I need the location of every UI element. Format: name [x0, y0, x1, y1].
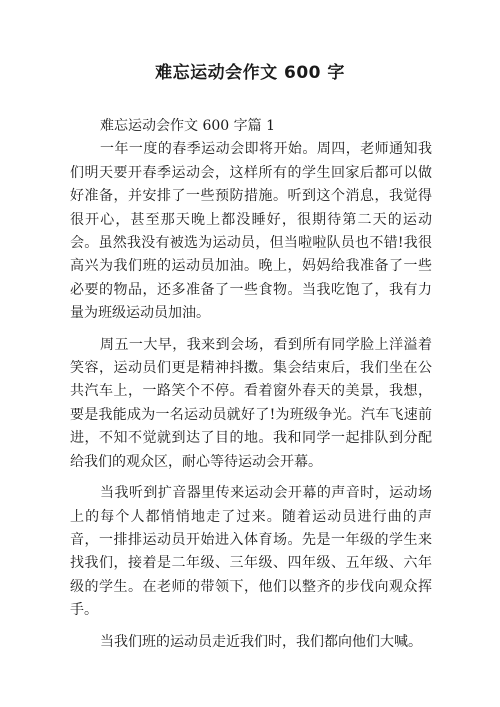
document-body [70, 115, 432, 654]
document-title: 难忘运动会作文 600 字 [155, 63, 345, 83]
paragraph-4: 当我们班的运动员走近我们时，我们都向他们大喊。 [100, 633, 422, 650]
paragraph-1: 一年一度的春季运动会即将开始。周四，老师通知我们明天要开春季运动会，这样所有的学生回家后都可以做好准备，并安排了一些预防措施。听到这个消息，我觉得很开心，甚至那天晚上都没睡好，很期待第二天的运动会。虽然我没有被选为运动员，但当啦啦队员也不错!我很高兴为我们班的运动员加油。晚上，妈妈给我准备了一些必要的物品，还多准备了一些食物。当我吃饱了，我有力量为班级运动员加油。 [70, 141, 432, 322]
section-heading: 难忘运动会作文 600 字篇 1 [100, 118, 275, 134]
paragraph-3: 当我听到扩音器里传来运动会开幕的声音时，运动场上的每个人都悄悄地走了过来。随着运动员进行曲的声音，一排排运动员开始进入体育场。先是一年级的学生来找我们，接着是二年级、三年级、四年级、五年级、六年级的学生。在老师的带领下，他们以整齐的步伐向观众挥手。 [70, 485, 432, 619]
paragraph-2: 周五一大早，我来到会场，看到所有同学脸上洋溢着笑容，运动员们更是精神抖擞。集会结束后，我们坐在公共汽车上，一路笑个不停。看着窗外春天的美景，我想，要是我能成为一名运动员就好了!为班级争光。汽车飞速前进，不知不觉就到达了目的地。我和同学一起排队到分配给我们的观众区，耐心等待运动会开幕。 [70, 336, 432, 470]
